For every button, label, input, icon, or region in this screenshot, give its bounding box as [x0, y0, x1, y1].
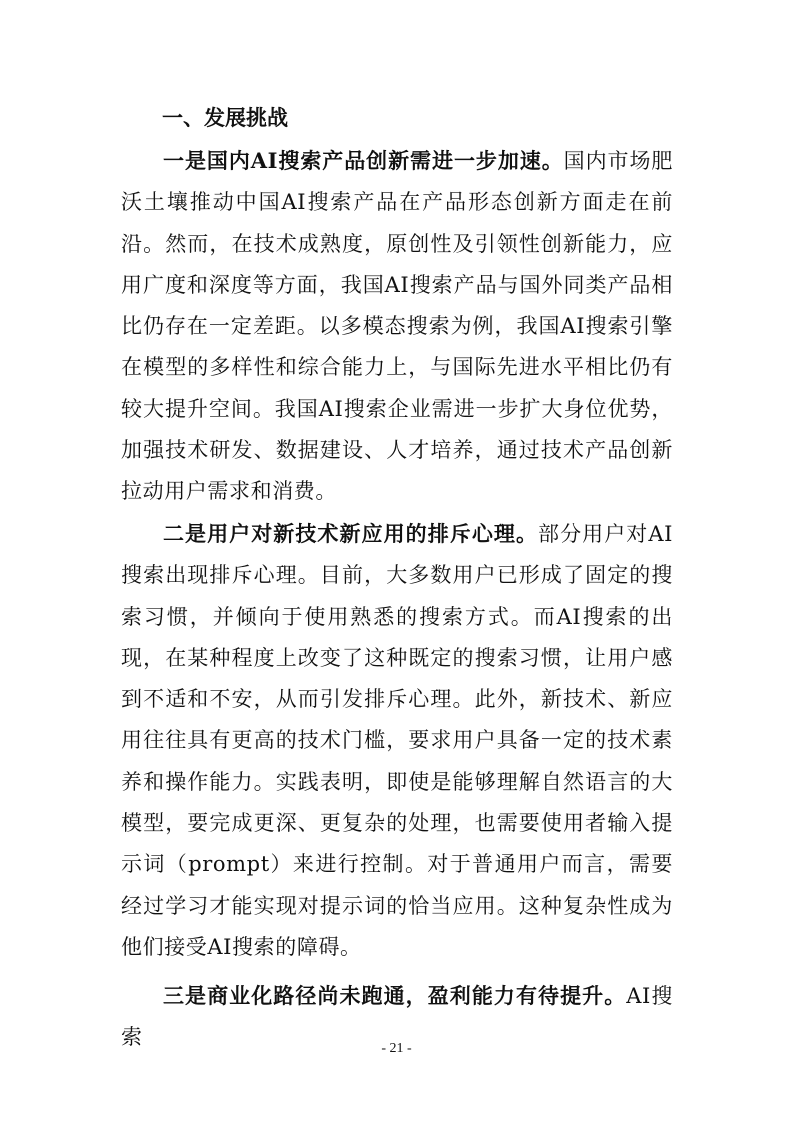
- paragraph-body: 国内市场肥沃土壤推动中国AI搜索产品在产品形态创新方面走在前沿。然而，在技术成熟度，原创性及引领性创新能力，应用广度和深度等方面，我国AI搜索产品与国外同类产品相比仍存在一定差距。以多模态搜索为例，我国AI搜索引擎在模型的多样性和综合能力上，与国际先进水平相比仍有较大提升空间。我国AI搜索企业需进一步扩大身位优势，加强技术研发、数据建设、人才培养，通过技术产品创新拉动用户需求和消费。: [121, 149, 674, 504]
- paragraph-lead: 二是用户对新技术新应用的排斥心理。: [163, 521, 539, 546]
- paragraph-lead: 三是商业化路径尚未跑通，盈利能力有待提升。: [163, 983, 627, 1008]
- paragraph-lead: 一是国内AI搜索产品创新需进一步加速。: [163, 148, 564, 173]
- paragraph-challenge-1: [121, 140, 673, 513]
- paragraph-body: AI搜索: [121, 984, 673, 1050]
- paragraph-challenge-2: [121, 513, 673, 968]
- paragraph-body: 部分用户对AI搜索出现排斥心理。目前，大多数用户已形成了固定的搜索习惯，并倾向于使用熟悉的搜索方式。而AI搜索的出现，在某种程度上改变了这种既定的搜索习惯，让用户感到不适和不安，从而引发排斥心理。此外，新技术、新应用往往具有更高的技术门槛，要求用户具备一定的技术素养和操作能力。实践表明，即使是能够理解自然语言的大模型，要完成更深、更复杂的处理，也需要使用者输入提示词（prompt）来进行控制。对于普通用户而言，需要经过学习才能实现对提示词的恰当应用。这种复杂性成为他们接受AI搜索的障碍。: [121, 522, 673, 959]
- page-number: - 21 -: [381, 1041, 412, 1056]
- section-heading: 一、发展挑战: [162, 105, 288, 130]
